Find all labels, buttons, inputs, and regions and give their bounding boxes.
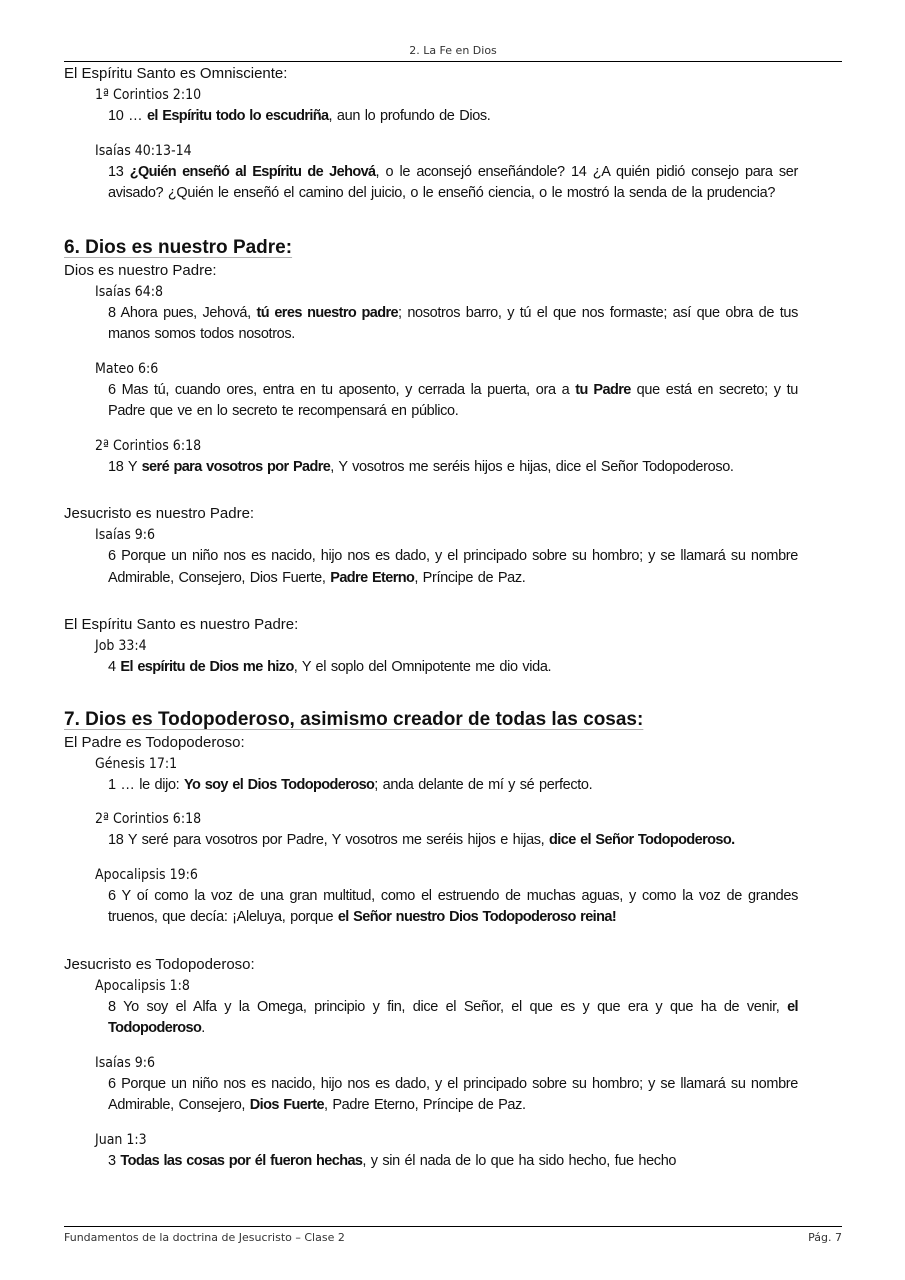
footer-course-title: Fundamentos de la doctrina de Jesucristo – Clase 2 xyxy=(64,1231,345,1244)
scripture-reference: Apocalipsis 19:6 xyxy=(95,866,198,883)
verse-text: 6 Porque un niño nos es nacido, hijo nos es dado, y el principado sobre su hombro; y se llamará su nombre Admirable, Consejero, Dios Fuerte, Padre Eterno, Príncipe de Paz. xyxy=(108,1075,798,1113)
verse-text: 13 ¿Quién enseñó al Espíritu de Jehová, o le aconsejó enseñándole? 14 ¿A quién pidió consejo para ser avisado? ¿Quién le enseñó el camino del juicio, o le enseñó ciencia, o le mostró la senda de la prudencia? xyxy=(108,163,798,201)
verse-text: 6 Y oí como la voz de una gran multitud, como el estruendo de muchas aguas, y como la voz de grandes truenos, que decía: ¡Aleluya, porque el Señor nuestro Dios Todopoderoso reina! xyxy=(108,887,798,925)
verse-text: 3 Todas las cosas por él fueron hechas, y sin él nada de lo que ha sido hecho, fue hecho xyxy=(108,1152,677,1169)
scripture-reference: Job 33:4 xyxy=(95,638,147,654)
verse-text: 6 Porque un niño nos es nacido, hijo nos es dado, y el principado sobre su hombro; y se llamará su nombre Admirable, Consejero, Dios Fuerte, Padre Eterno, Príncipe de Paz. xyxy=(108,548,798,586)
topic-heading: El Espíritu Santo es Omnisciente: xyxy=(64,65,288,82)
topic-heading: Jesucristo es nuestro Padre: xyxy=(64,505,255,522)
page-content xyxy=(64,64,798,1185)
scripture-reference: Isaías 40:13-14 xyxy=(95,142,192,159)
scripture-reference: Isaías 9:6 xyxy=(95,1054,156,1071)
scripture-reference: Isaías 64:8 xyxy=(95,283,164,300)
topic-heading: El Padre es Todopoderoso: xyxy=(64,733,245,751)
verse-text: 1 … le dijo: Yo soy el Dios Todopoderoso; anda delante de mí y sé perfecto. xyxy=(108,776,593,793)
verse-text: 18 Y seré para vosotros por Padre, Y vosotros me seréis hijos e hijas, dice el Señor Todopoderoso. xyxy=(108,458,734,475)
scripture-reference: 2ª Corintios 6:18 xyxy=(95,811,202,827)
section-title: 6. Dios es nuestro Padre: xyxy=(64,236,293,258)
verse-text: 10 … el Espíritu todo lo escudriña, aun lo profundo de Dios. xyxy=(108,108,491,124)
page-number: Pág. 7 xyxy=(808,1231,842,1244)
header-rule xyxy=(64,61,842,62)
scripture-reference: Apocalipsis 1:8 xyxy=(95,977,190,994)
section-title: 7. Dios es Todopoderoso, asimismo creador de todas las cosas: xyxy=(64,708,644,730)
verse-text: 4 El espíritu de Dios me hizo, Y el soplo del Omnipotente me dio vida. xyxy=(108,659,552,675)
running-header: 2. La Fe en Dios xyxy=(409,44,497,57)
verse-text: 8 Yo soy el Alfa y la Omega, principio y fin, dice el Señor, el que es y que era y que ha de venir, el Todopoderoso. xyxy=(108,998,798,1036)
topic-heading: Dios es nuestro Padre: xyxy=(64,261,217,279)
footer-rule xyxy=(64,1226,842,1227)
topic-heading: El Espíritu Santo es nuestro Padre: xyxy=(64,616,299,633)
verse-text: 18 Y seré para vosotros por Padre, Y vosotros me seréis hijos e hijas, dice el Señor Todopoderoso. xyxy=(108,832,735,848)
scripture-reference: Génesis 17:1 xyxy=(95,755,178,772)
verse-text: 6 Mas tú, cuando ores, entra en tu aposento, y cerrada la puerta, ora a tu Padre que está en secreto; y tu Padre que ve en lo secreto te recompensará en público. xyxy=(108,381,798,419)
scripture-reference: Juan 1:3 xyxy=(95,1131,147,1148)
scripture-reference: Isaías 9:6 xyxy=(95,527,156,543)
topic-heading: Jesucristo es Todopoderoso: xyxy=(64,955,255,973)
scripture-reference: 1ª Corintios 2:10 xyxy=(95,87,202,103)
scripture-reference: Mateo 6:6 xyxy=(95,360,159,377)
scripture-reference: 2ª Corintios 6:18 xyxy=(95,437,202,454)
verse-text: 8 Ahora pues, Jehová, tú eres nuestro padre; nosotros barro, y tú el que nos formaste; así que obra de tus manos somos todos nosotros. xyxy=(108,304,798,342)
